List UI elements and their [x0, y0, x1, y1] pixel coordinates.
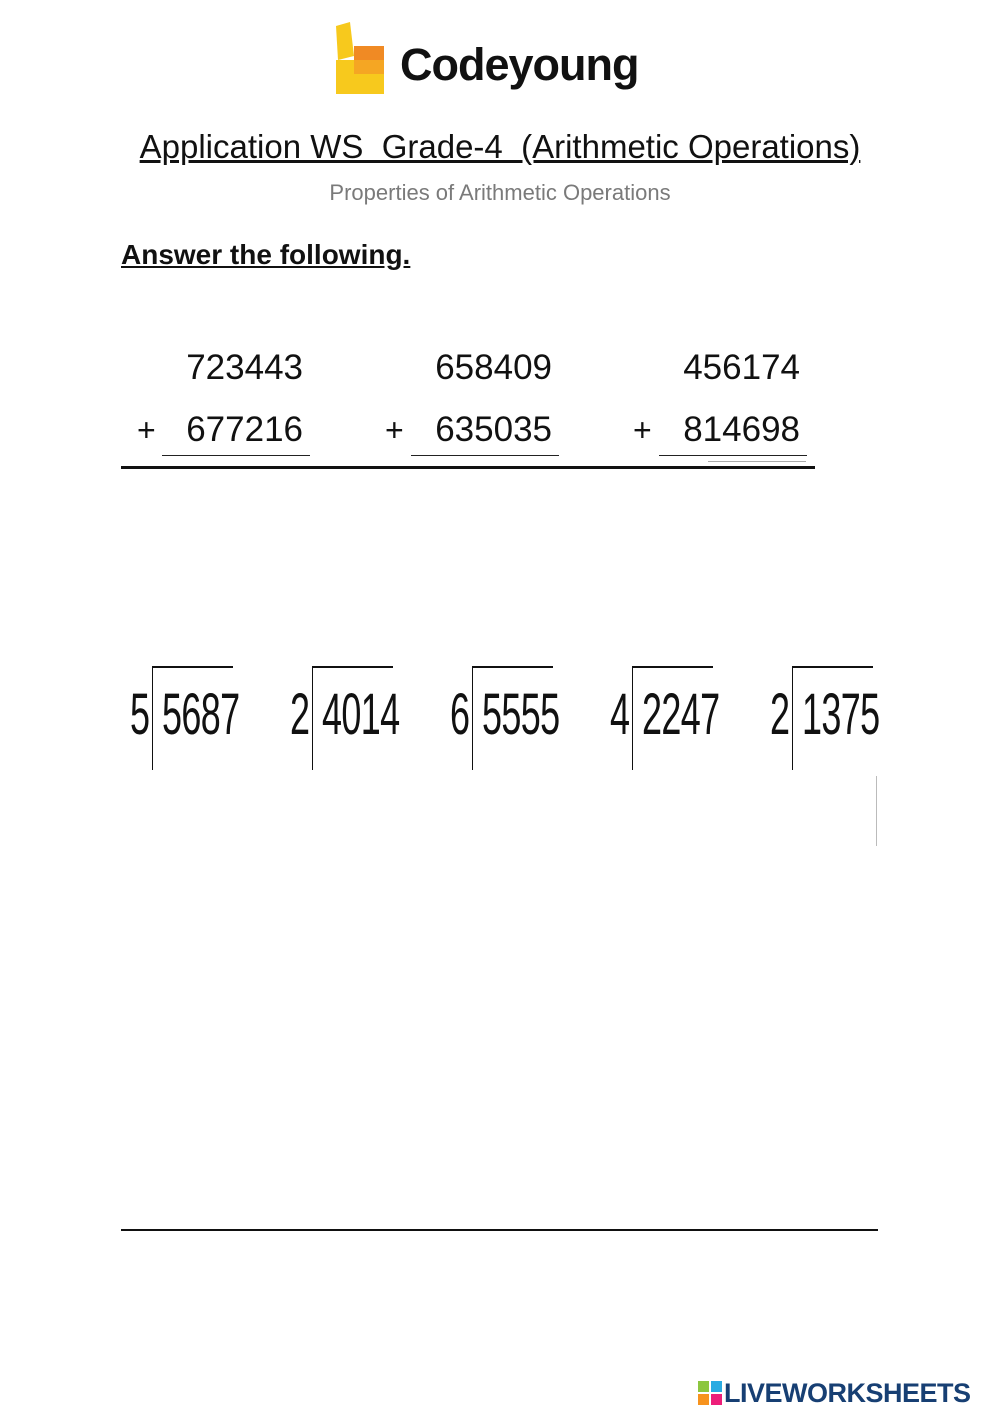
- addend-bottom-3: 814698: [683, 410, 800, 449]
- divisor: 2: [290, 682, 311, 747]
- addend-bottom-2: 635035: [435, 410, 552, 449]
- codeyoung-logo-mark-icon: [332, 22, 392, 98]
- division-problem-2: [290, 664, 440, 770]
- liveworksheets-logo-icon: [698, 1381, 722, 1405]
- dividend: 4014: [322, 682, 400, 747]
- addend-top-3: 456174: [683, 348, 800, 387]
- answer-line-3: [659, 455, 807, 456]
- codeyoung-logo: [332, 22, 677, 106]
- plus-sign-1: +: [137, 412, 156, 448]
- section-divider: [121, 466, 815, 469]
- bottom-divider: [121, 1229, 878, 1231]
- addend-bottom-1: 677216: [186, 410, 303, 449]
- instruction-heading: Answer the following.: [121, 239, 411, 270]
- divisor: 4: [610, 682, 631, 747]
- division-problem-1: [130, 664, 280, 770]
- stray-mark: [876, 776, 879, 846]
- dividend: 2247: [642, 682, 720, 747]
- divisor: 6: [450, 682, 471, 747]
- liveworksheets-brand: [698, 1378, 994, 1408]
- division-problem-4: [610, 664, 760, 770]
- answer-line-1: [162, 455, 310, 456]
- answer-line-2: [411, 455, 559, 456]
- answer-line-3-extra: [708, 461, 806, 462]
- division-problem-5: [770, 664, 920, 770]
- brand-name: Codeyoung: [400, 39, 639, 90]
- division-problem-3: [450, 664, 600, 770]
- addend-top-1: 723443: [186, 348, 303, 387]
- worksheet-subtitle: Properties of Arithmetic Operations: [329, 180, 671, 205]
- plus-sign-2: +: [385, 412, 404, 448]
- divisor: 5: [130, 682, 151, 747]
- plus-sign-3: +: [633, 412, 652, 448]
- dividend: 5687: [162, 682, 240, 747]
- divisor: 2: [770, 682, 791, 747]
- addend-top-2: 658409: [435, 348, 552, 387]
- worksheet-title: Application WS Grade-4 (Arithmetic Operations): [139, 128, 861, 165]
- liveworksheets-text: LIVEWORKSHEETS: [724, 1378, 971, 1408]
- dividend: 1375: [802, 682, 880, 747]
- dividend: 5555: [482, 682, 560, 747]
